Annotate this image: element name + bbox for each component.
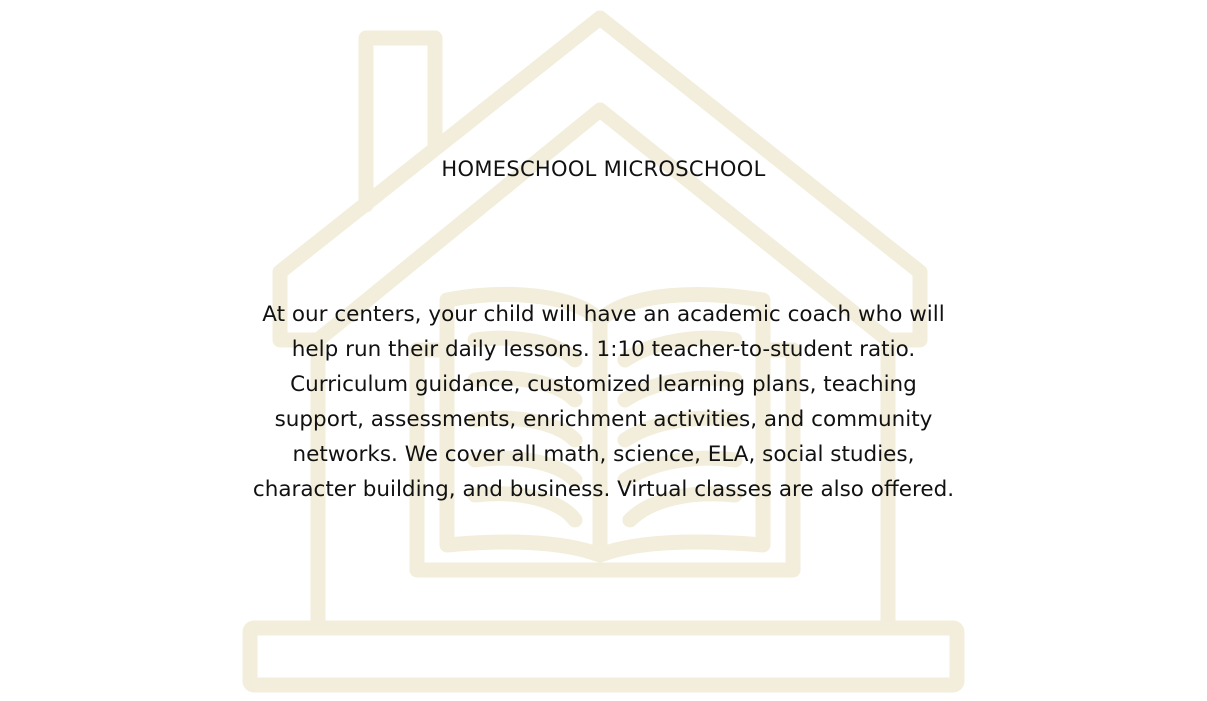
description-line: character building, and business. Virtual classes are also offered. [252,477,955,502]
description-line: Curriculum guidance, customized learning plans, teaching [290,372,917,397]
description-line: help run their daily lessons. 1:10 teacher-to-student ratio. [291,337,916,362]
description-line: networks. We cover all math, science, ELA, social studies, [292,442,915,467]
description [150,297,1057,507]
page-title: HOMESCHOOL MICROSCHOOL [441,157,766,181]
description-line: At our centers, your child will have an academic coach who will [262,302,945,327]
description-line: support, assessments, enrichment activities, and community [274,407,933,432]
